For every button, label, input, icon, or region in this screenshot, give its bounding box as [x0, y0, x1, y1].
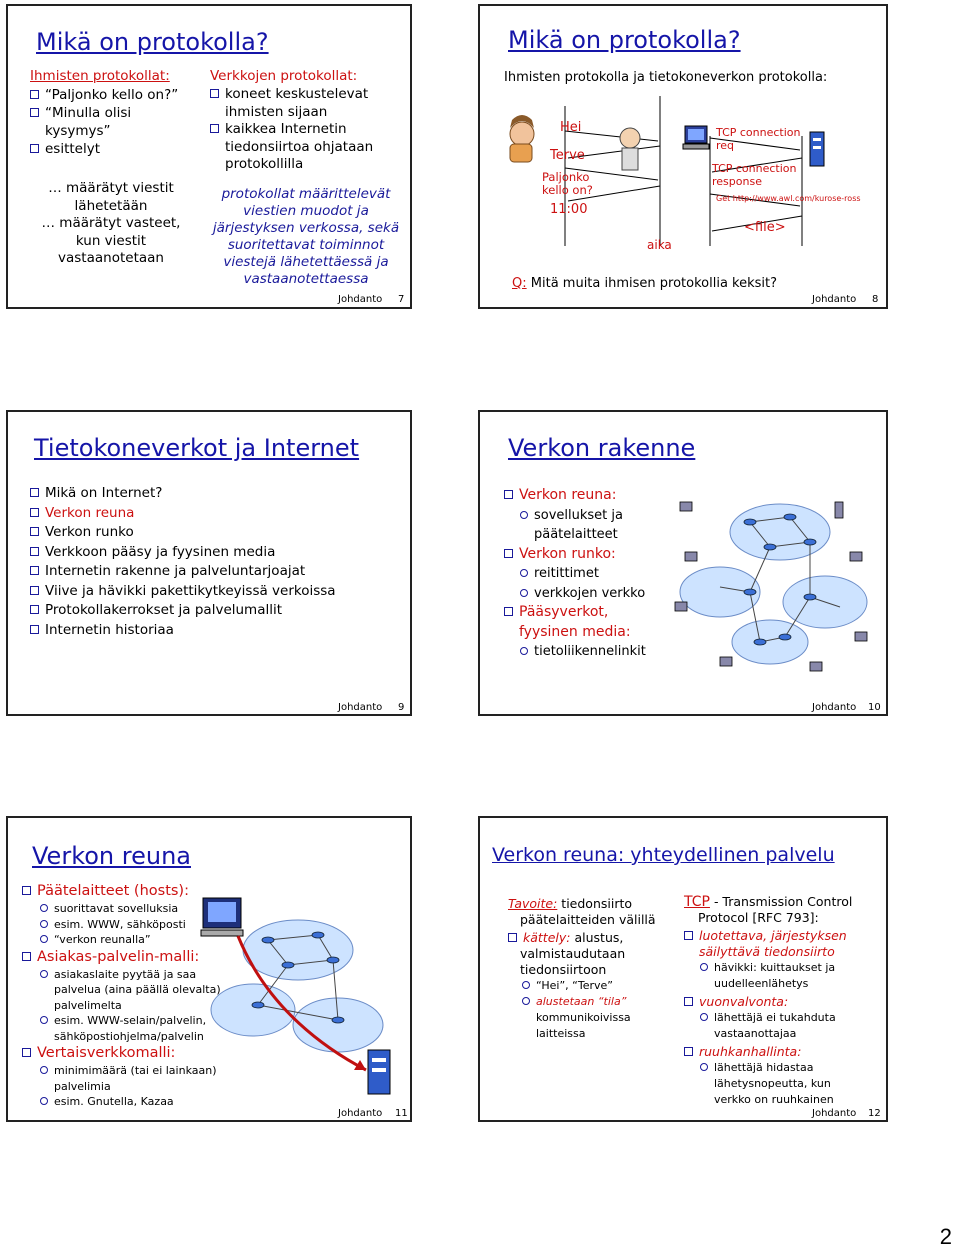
bullet-icon: [30, 488, 39, 497]
bullet-icon: [22, 886, 31, 895]
server-icon: [835, 502, 843, 518]
client-server-diagram: [198, 890, 408, 1105]
router-icon: [262, 937, 274, 943]
slide-9: [6, 410, 412, 716]
sub-bullet-icon: [40, 970, 48, 978]
topic-list: Mikä on Internet? Verkon reuna Verkon runko Verkkoon pääsy ja fyysinen media Internetin rakenne ja palveluntarjoajat Viive ja hävikki pakettikytkeyissä verkoissa Protokollakerrokset ja palvelumallit Internetin historiaa: [30, 484, 336, 640]
slide-number: 12: [868, 1108, 881, 1119]
slide-title: Tietokoneverkot ja Internet: [34, 434, 360, 462]
router-icon: [764, 544, 776, 550]
bullet-icon: [30, 566, 39, 575]
slide-8: [478, 4, 888, 309]
sub-bullet-icon: [40, 904, 48, 912]
human-protocol-notes: … määrätyt viestit lähetetään … määrätyt vasteet, kun viestit vastaanotetaan: [41, 180, 181, 266]
router-icon: [744, 519, 756, 525]
bullet-icon: [210, 124, 219, 133]
human-protocols-heading: Ihmisten protokollat:: [30, 68, 170, 84]
tcp-block: TCP - Transmission Control Protocol [RFC 793]: luotettava, järjestyksen säilyttävä tiedonsiirto hävikki: kuittaukset ja uudelleenlähetys vuonvalvonta: lähettäjä ei tukahduta vastaanottajaa ruuhkanhallinta: lähettäjä hidastaa lähetysnopeutta, kun verkko on ruuhkainen: [684, 894, 853, 1106]
server-icon: [368, 1050, 390, 1094]
goal-block: Tavoite: tiedonsiirto päätelaitteiden välillä kättely: alustus, valmistaudutaan tiedonsiirtoon “Hei”, “Terve” alustetaan “tila” kommunikoivissa laitteissa: [508, 896, 656, 1040]
computer-icon: [855, 632, 867, 641]
label-tcp-response: TCP connection response: [712, 162, 797, 188]
slide-title: Verkon rakenne: [508, 434, 696, 462]
bullet-icon: [504, 549, 513, 558]
sub-bullet-icon: [700, 1013, 708, 1021]
page-number: 2: [939, 1224, 952, 1249]
sub-bullet-icon: [40, 1066, 48, 1074]
sub-bullet-icon: [522, 981, 530, 989]
slide-title: Verkon reuna: [32, 842, 191, 870]
footer-label: Johdanto: [812, 294, 857, 305]
slide-10: [478, 410, 888, 716]
bullet-icon: [30, 527, 39, 536]
question: Q: Mitä muita ihmisen protokollia keksit?: [512, 276, 778, 291]
bullet-icon: [30, 108, 39, 117]
label-aika: aika: [647, 238, 672, 252]
network-protocols-heading: Verkkojen protokollat:: [210, 68, 358, 84]
router-icon: [784, 514, 796, 520]
bullet-icon: [30, 605, 39, 614]
bullet-icon: [30, 508, 39, 517]
sub-bullet-icon: [520, 589, 528, 597]
sub-bullet-icon: [522, 997, 530, 1005]
footer-label: Johdanto: [812, 702, 857, 713]
slide-title: Mikä on protokolla?: [36, 28, 269, 56]
slide-number: 11: [395, 1108, 408, 1119]
bullet-icon: [30, 144, 39, 153]
footer-label: Johdanto: [812, 1108, 857, 1119]
sub-bullet-icon: [520, 647, 528, 655]
slide-12: [478, 816, 888, 1122]
sub-bullet-icon: [40, 935, 48, 943]
router-icon: [754, 639, 766, 645]
router-icon: [332, 1017, 344, 1023]
sub-bullet-icon: [40, 920, 48, 928]
slide-number: 9: [398, 702, 405, 713]
protocol-definition: protokollat määrittelevät viestien muodot ja järjestyksen verkossa, sekä suoritettavat toiminnot viestejä lähetettäessä ja vastaanotettaessa: [212, 186, 400, 287]
bullet-icon: [22, 1048, 31, 1057]
router-icon: [327, 957, 339, 963]
person-icon: [620, 128, 640, 170]
network-cloud: [730, 504, 830, 560]
computer-icon: [683, 126, 709, 149]
computer-icon: [680, 502, 692, 511]
network-cloud: [732, 620, 808, 664]
server-icon: [810, 132, 824, 166]
label-file: <file>: [744, 220, 786, 235]
label-paljonko: Paljonko kello on?: [542, 170, 593, 197]
bullet-icon: [508, 933, 517, 942]
computer-icon: [810, 662, 822, 671]
computer-icon: [720, 657, 732, 666]
footer-label: Johdanto: [338, 702, 383, 713]
bullet-icon: [30, 586, 39, 595]
slide-number: 8: [872, 294, 879, 305]
network-protocols-list: koneet keskustelevat ihmisten sijaan kaikkea Internetin tiedonsiirtoa ohjataan protokollilla: [210, 86, 373, 174]
bullet-icon: [684, 931, 693, 940]
slide-7: [6, 4, 412, 309]
sub-bullet-icon: [700, 963, 708, 971]
footer-label: Johdanto: [338, 1108, 383, 1119]
label-hei: Hei: [560, 120, 582, 135]
computer-icon: [850, 552, 862, 561]
router-icon: [252, 1002, 264, 1008]
router-icon: [804, 539, 816, 545]
network-structure-diagram: [660, 492, 880, 682]
human-protocols-list: “Paljonko kello on?” “Minulla olisi kysymys” esittelyt: [30, 86, 210, 158]
bullet-icon: [504, 490, 513, 499]
bullet-icon: [30, 90, 39, 99]
bullet-icon: [30, 547, 39, 556]
sub-bullet-icon: [520, 511, 528, 519]
bullet-icon: [22, 952, 31, 961]
slide-title: Mikä on protokolla?: [508, 26, 741, 54]
router-icon: [282, 962, 294, 968]
sub-bullet-icon: [700, 1063, 708, 1071]
router-icon: [779, 634, 791, 640]
slide-11: [6, 816, 412, 1122]
footer-label: Johdanto: [338, 294, 383, 305]
bullet-icon: [210, 89, 219, 98]
bullet-icon: [684, 997, 693, 1006]
slide-title: Verkon reuna: yhteydellinen palvelu: [492, 844, 835, 866]
slide-number: 10: [868, 702, 881, 713]
slide-number: 7: [398, 294, 405, 305]
label-tcp-req: TCP connection req: [716, 126, 801, 152]
sub-bullet-icon: [40, 1016, 48, 1024]
network-cloud: [243, 920, 353, 980]
label-get-request: Get http://www.awl.com/kurose-ross: [716, 194, 861, 203]
bullet-icon: [30, 625, 39, 634]
label-terve: Terve: [550, 148, 585, 163]
slide-subtitle: Ihmisten protokolla ja tietokoneverkon protokolla:: [504, 70, 828, 85]
network-cloud: [293, 998, 383, 1052]
router-icon: [804, 594, 816, 600]
structure-list: Verkon reuna: sovellukset ja päätelaitteet Verkon runko: reitittimet verkkojen verkko Pääsyverkot, fyysinen media: tietoliikennelinkit: [504, 486, 646, 662]
client-computer-icon: [201, 898, 243, 936]
computer-icon: [675, 602, 687, 611]
router-icon: [744, 589, 756, 595]
sub-bullet-icon: [40, 1097, 48, 1105]
sub-bullet-icon: [520, 569, 528, 577]
edge-list: Päätelaitteet (hosts): suorittavat sovelluksia esim. WWW, sähköposti “verkon reunalla” Asiakas-palvelin-malli: asiakaslaite pyytää ja saa palvelua (aina päällä olevalta) palvelimelta esim. WWW-selain/palvelin, sähköpostiohjelma/palvelin Vertaisverkkomalli: minimimäärä (tai ei lainkaan) palvelimia esim. Gnutella, Kazaa: [22, 882, 221, 1110]
bullet-icon: [504, 607, 513, 616]
computer-icon: [685, 552, 697, 561]
label-time: 11:00: [550, 202, 588, 217]
person-icon: [510, 115, 534, 162]
bullet-icon: [684, 1047, 693, 1056]
router-icon: [312, 932, 324, 938]
